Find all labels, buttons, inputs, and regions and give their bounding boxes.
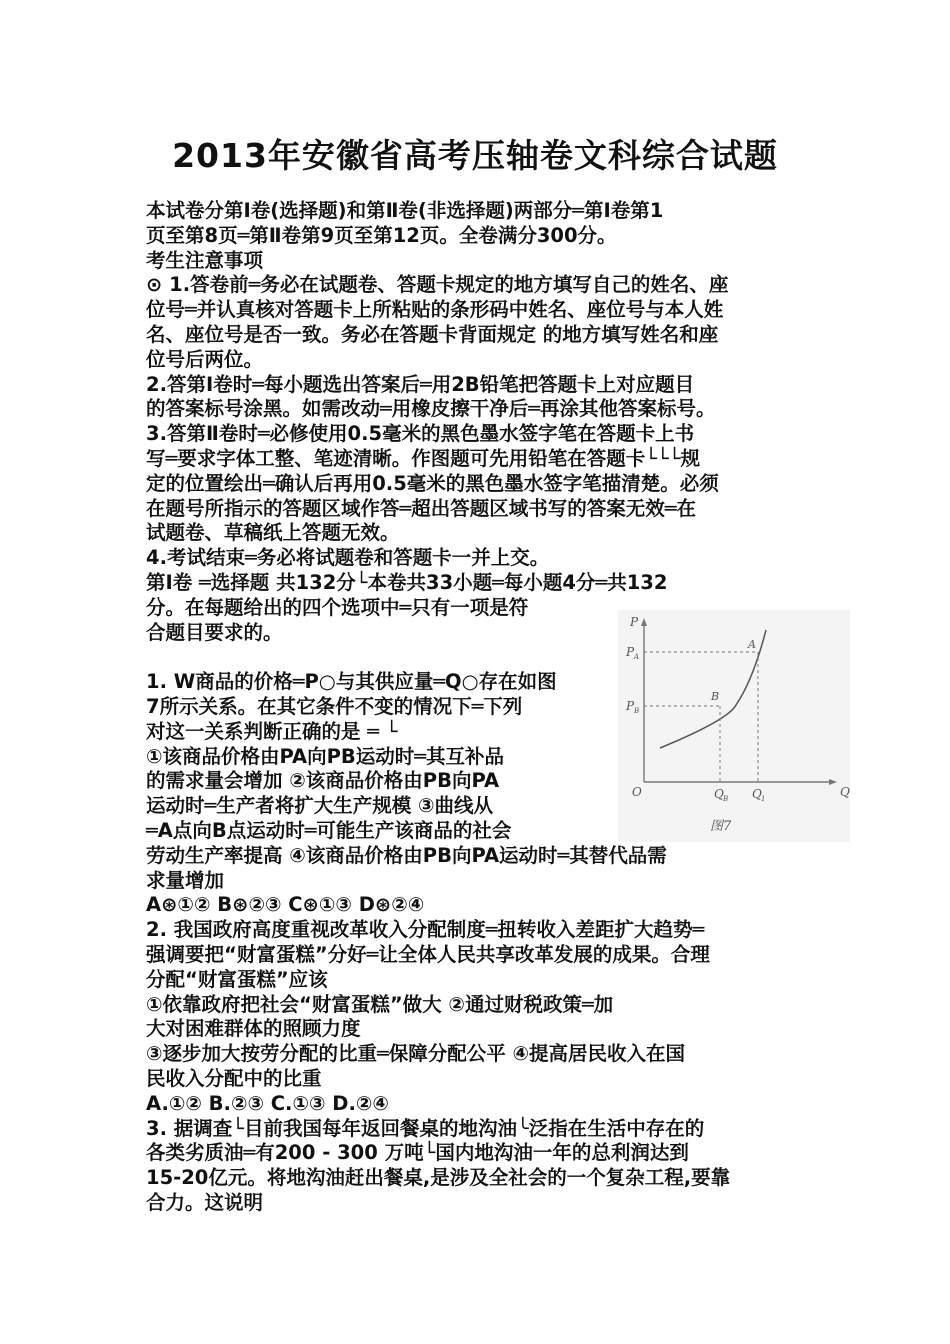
text-line: 对这一关系判断正确的是 ═ └ xyxy=(146,719,398,743)
figure-caption: 图7 xyxy=(710,819,732,834)
text-line: A.①② B.②③ C.①③ D.②④ xyxy=(146,1091,389,1115)
text-line: ①依靠政府把社会“财富蛋糕”做大 ②通过财税政策═加 xyxy=(146,992,614,1016)
text-line: ═A点向B点运动时═可能生产该商品的社会 xyxy=(146,819,512,842)
text-line: 劳动生产率提高 ④该商品价格由PB向PA运动时═其替代品需 xyxy=(146,843,667,867)
axis-y-label: P xyxy=(630,615,639,629)
figure-background xyxy=(618,610,850,842)
supply-curve-figure xyxy=(618,610,850,842)
text-line: 运动时═生产者将扩大生产规模 ③曲线从 xyxy=(146,794,494,818)
point-a-label: A xyxy=(748,638,756,651)
text-line: 写═要求字体工整、笔迹清晰。作图题可先用铅笔在答题卡└└└规 xyxy=(146,447,700,470)
text-line: 1. W商品的价格═P○与其供应量═Q○存在如图 xyxy=(146,670,557,694)
qb-label: Q xyxy=(714,787,724,801)
qb-subscript: B xyxy=(723,795,729,803)
text-line: 合题目要求的。 xyxy=(146,620,283,644)
text-line: 3.答第Ⅱ卷时═必修使用0.5毫米的黑色墨水签字笔在答题卡上书 xyxy=(146,422,695,446)
pa-label: P xyxy=(626,645,635,659)
text-line: 合力。这说明 xyxy=(146,1191,264,1214)
text-line: 第Ⅰ卷 ═选择题 共132分└本卷共33小题═每小题4分═共132 xyxy=(146,571,668,594)
text-line: 位号后两位。 xyxy=(146,347,264,371)
pa-subscript: A xyxy=(634,653,640,661)
text-line: 大对困难群体的照顾力度 xyxy=(146,1017,361,1041)
text-line: ③逐步加大按劳分配的比重═保障分配公平 ④提高居民收入在国 xyxy=(146,1042,686,1066)
text-line: 试题卷、草稿纸上答题无效。 xyxy=(146,521,400,545)
text-line: 强调要把“财富蛋糕”分好═让全体人民共享改革发展的成果。合理 xyxy=(146,943,710,966)
supply-curve-chart xyxy=(618,610,850,842)
text-line: ①该商品价格由PA向PB运动时═其互补品 xyxy=(146,744,504,768)
axis-x-label: Q xyxy=(840,785,850,799)
text-line: 2. 我国政府高度重视改革收入分配制度═扭转收入差距扩大趋势═ xyxy=(146,918,705,942)
text-line: 2.答第Ⅰ卷时═每小题选出答案后═用2B铅笔把答题卡上对应题目 xyxy=(146,372,695,396)
text-line: 考生注意事项 xyxy=(146,248,264,272)
text-line: 3. 据调查└目前我国每年返回餐桌的地沟油╰泛指在生活中存在的 xyxy=(146,1116,705,1140)
text-line: 分。在每题给出的四个选项中═只有一项是符 xyxy=(146,595,529,619)
text-line: 名、座位号是否一致。务必在答题卡背面规定 的地方填写姓名和座 xyxy=(146,323,719,346)
text-line: ⊙ 1.答卷前═务必在试题卷、答题卡规定的地方填写自己的姓名、座 xyxy=(146,273,729,297)
text-line: A⊛①② B⊛②③ C⊛①③ D⊛②④ xyxy=(146,893,425,917)
text-line: 的答案标号涂黑。如需改动═用橡皮擦干净后═再涂其他答案标号。 xyxy=(146,397,716,421)
origin-label: O xyxy=(632,785,642,799)
text-line: 页至第8页═第Ⅱ卷第9页至第12页。全卷满分300分。 xyxy=(146,223,617,247)
pb-subscript: B xyxy=(634,707,640,715)
text-line: 定的位置绘出═确认后再用0.5毫米的黑色墨水签字笔描清楚。必须 xyxy=(146,471,719,495)
text-line: 分配“财富蛋糕”应该 xyxy=(146,967,328,991)
text-line: 4.考试结束═务必将试题卷和答题卡一并上交。 xyxy=(146,546,550,570)
text-line: 本试卷分第Ⅰ卷(选择题)和第Ⅱ卷(非选择题)两部分═第Ⅰ卷第1 xyxy=(146,199,664,222)
text-line: 15-20亿元。将地沟油赶出餐桌,是涉及全社会的一个复杂工程,要靠 xyxy=(146,1166,731,1190)
text-line: 在题号所指示的答题区域作答═超出答题区域书写的答案无效═在 xyxy=(146,496,696,520)
pb-label: P xyxy=(626,699,635,713)
text-line: 位号═并认真核对答题卡上所粘贴的条形码中姓名、座位号与本人姓 xyxy=(146,298,724,322)
q1-label: Q xyxy=(752,787,762,801)
q1-subscript: 1 xyxy=(761,795,766,803)
text-line: 求量增加 xyxy=(146,868,225,892)
page-title: 2013年安徽省高考压轴卷文科综合试题 xyxy=(172,136,778,175)
text-line: 民收入分配中的比重 xyxy=(146,1067,322,1090)
point-b-label: B xyxy=(711,690,720,703)
text-line: 7所示关系。在其它条件不变的情况下═下列 xyxy=(146,695,523,718)
text-line: 各类劣质油═有200 - 300 万吨└国内地沟油一年的总利润达到 xyxy=(146,1141,689,1165)
text-line: 的需求量会增加 ②该商品价格由PB向PA xyxy=(146,769,500,793)
